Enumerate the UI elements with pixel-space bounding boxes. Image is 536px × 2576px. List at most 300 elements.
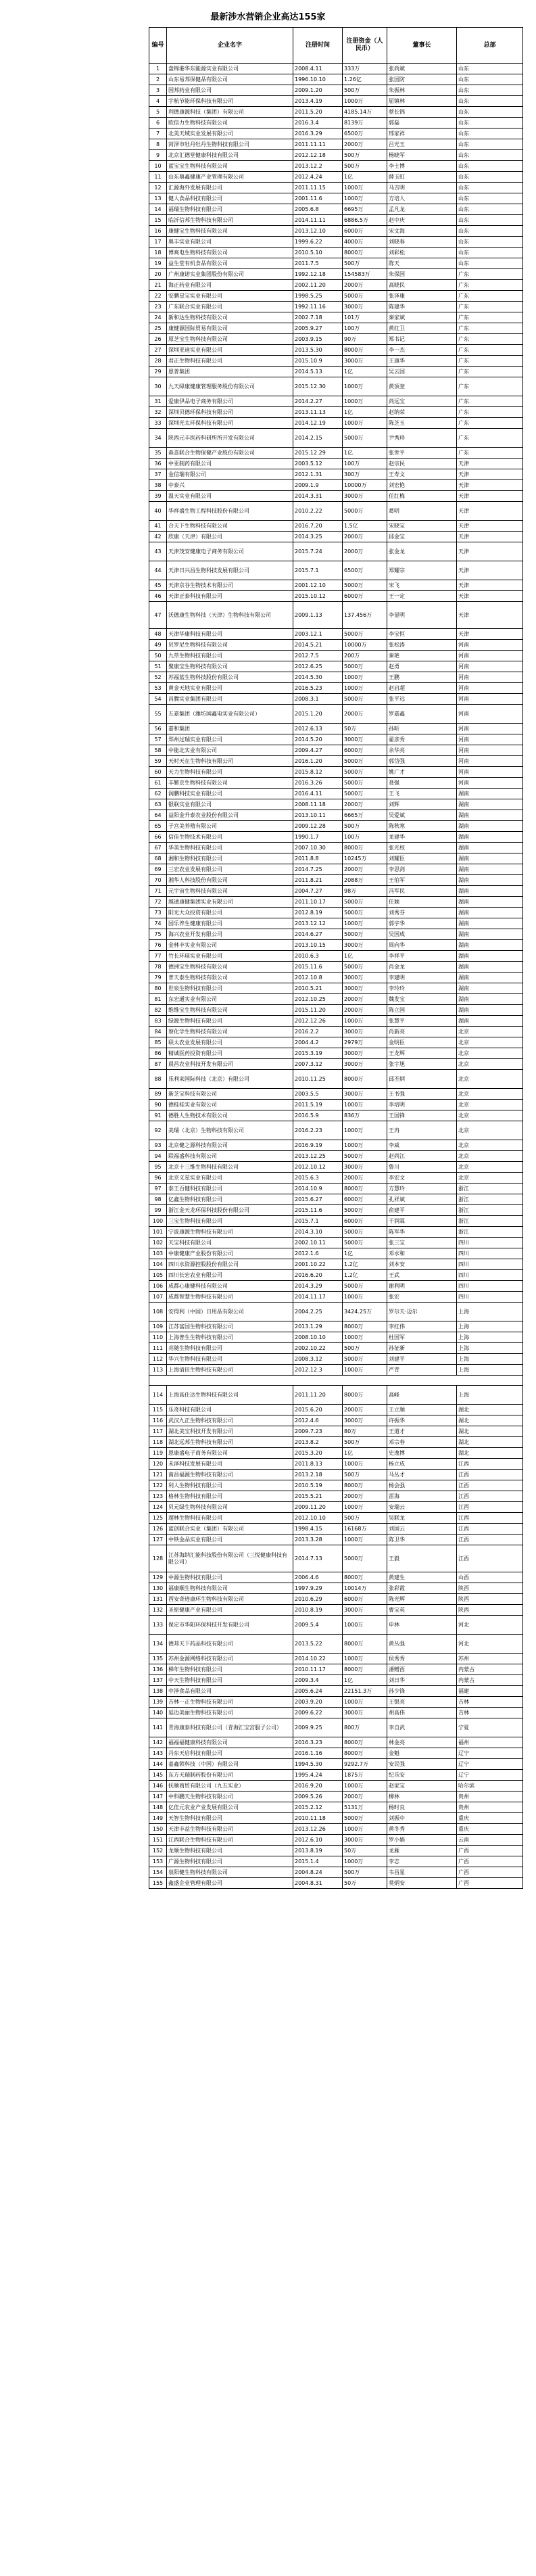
table-row <box>149 258 523 269</box>
table-row <box>149 843 523 853</box>
cell-number: 40 <box>149 502 167 521</box>
cell-number: 48 <box>149 629 167 640</box>
cell-number: 150 <box>149 1824 167 1835</box>
cell-chairman: 赵勇 <box>387 661 457 672</box>
cell-registration-date: 2007.3.12 <box>293 1059 343 1070</box>
cell-headquarters: 浙江 <box>457 1205 523 1216</box>
cell-registered-capital: 1000万 <box>343 1781 387 1792</box>
cell-registration-date: 2010.8.19 <box>293 1605 343 1616</box>
cell-chairman: 谢利明 <box>387 1281 457 1292</box>
cell-company-name: 福福福健康科技有限公司 <box>167 1737 293 1748</box>
cell-registered-capital: 1000万 <box>343 1365 387 1376</box>
cell-number: 4 <box>149 96 167 107</box>
cell-registered-capital: 2000万 <box>343 705 387 724</box>
cell-registration-date: 1996.10.10 <box>293 74 343 85</box>
table-row <box>149 661 523 672</box>
cell-registered-capital: 6000万 <box>343 1194 387 1205</box>
cell-company-name: 恩康盛电子商务有限公司 <box>167 1448 293 1459</box>
table-row <box>149 367 523 377</box>
cell-company-name: 天时天在生物科技有限公司 <box>167 756 293 767</box>
cell-number: 42 <box>149 532 167 542</box>
cell-chairman: 陈秋寒 <box>387 821 457 832</box>
table-row <box>149 1343 523 1354</box>
cell-registration-date: 2013.10.15 <box>293 940 343 951</box>
cell-registered-capital: 2000万 <box>343 1173 387 1184</box>
cell-number: 154 <box>149 1867 167 1878</box>
cell-registered-capital: 100万 <box>343 459 387 469</box>
cell-chairman: 葛明 <box>387 502 457 521</box>
cell-company-name: 健人食品科技有限公司 <box>167 193 293 204</box>
table-row <box>149 407 523 418</box>
cell-registered-capital: 3000万 <box>343 1027 387 1037</box>
table-row <box>149 1059 523 1070</box>
cell-number: 44 <box>149 561 167 580</box>
cell-registered-capital: 5000万 <box>343 502 387 521</box>
cell-number: 13 <box>149 193 167 204</box>
cell-registration-date: 2012.10.8 <box>293 973 343 983</box>
table-row <box>149 1759 523 1770</box>
cell-registered-capital: 1000万 <box>343 1535 387 1545</box>
table-row <box>149 280 523 291</box>
cell-chairman: 刘辉 <box>387 799 457 810</box>
cell-chairman: 侯秀秀 <box>387 1654 457 1664</box>
cell-registered-capital: 4185.14万 <box>343 107 387 118</box>
table-row <box>149 994 523 1005</box>
cell-number: 155 <box>149 1878 167 1889</box>
cell-company-name: 天宝科技有限公司 <box>167 1238 293 1248</box>
cell-chairman: 杨会强 <box>387 1480 457 1491</box>
cell-registered-capital: 5000万 <box>343 1813 387 1824</box>
header-number: 编号 <box>149 28 167 64</box>
cell-number: 11 <box>149 172 167 183</box>
cell-company-name: 福康顺生物科技有限公司 <box>167 1583 293 1594</box>
cell-registration-date: 1998.4.15 <box>293 1524 343 1535</box>
cell-headquarters: 山东 <box>457 248 523 258</box>
cell-company-name: 禾泽科技发展有限公司 <box>167 1459 293 1470</box>
table-row <box>149 1005 523 1016</box>
cell-headquarters: 河南 <box>457 661 523 672</box>
cell-chairman: 张宇旭 <box>387 1059 457 1070</box>
cell-chairman: 方培人 <box>387 193 457 204</box>
cell-registered-capital: 2000万 <box>343 1005 387 1016</box>
cell-headquarters: 浙江 <box>457 1184 523 1194</box>
cell-registration-date: 2015.11.6 <box>293 1205 343 1216</box>
cell-number: 6 <box>149 118 167 128</box>
table-row <box>149 542 523 561</box>
table-row <box>149 1654 523 1664</box>
cell-registered-capital: 8000万 <box>343 1321 387 1332</box>
cell-headquarters: 广西 <box>457 1846 523 1856</box>
cell-number: 96 <box>149 1173 167 1184</box>
table-row <box>149 237 523 248</box>
cell-registered-capital: 5000万 <box>343 580 387 591</box>
cell-company-name: 康健源国际贸易有限公司 <box>167 323 293 334</box>
table-row <box>149 810 523 821</box>
cell-company-name: 西安奇迹康环生物科技有限公司 <box>167 1594 293 1605</box>
table-row <box>149 724 523 734</box>
cell-company-name: 天津茂安健康电子商务有限公司 <box>167 542 293 561</box>
table-row <box>149 1616 523 1635</box>
cell-registration-date: 2015.12.29 <box>293 448 343 459</box>
cell-chairman: 肖新亮 <box>387 1027 457 1037</box>
table-row <box>149 377 523 396</box>
table-row <box>149 1027 523 1037</box>
cell-company-name: 圣原健康产业有限公司 <box>167 1605 293 1616</box>
cell-registered-capital: 3000万 <box>343 1089 387 1100</box>
table-row <box>149 502 523 521</box>
cell-registration-date: 2001.12.10 <box>293 580 343 591</box>
table-row <box>149 96 523 107</box>
cell-registered-capital: 1亿 <box>343 1675 387 1686</box>
cell-registration-date: 2012.4.6 <box>293 1415 343 1426</box>
cell-registration-date: 2015.12.30 <box>293 377 343 396</box>
cell-chairman: 郑书记 <box>387 334 457 345</box>
table-row <box>149 1792 523 1802</box>
cell-chairman: 张世平 <box>387 448 457 459</box>
cell-registration-date: 2013.1.29 <box>293 1321 343 1332</box>
cell-number: 104 <box>149 1259 167 1270</box>
cell-registration-date: 2011.5.20 <box>293 107 343 118</box>
cell-company-name: 浙江金天龙环保科技股份有限公司 <box>167 1205 293 1216</box>
cell-registered-capital: 10245万 <box>343 853 387 864</box>
cell-number: 125 <box>149 1513 167 1524</box>
cell-company-name: 福瑞生物科技有限公司 <box>167 204 293 215</box>
cell-headquarters: 四川 <box>457 1248 523 1259</box>
table-row <box>149 1513 523 1524</box>
cell-company-name: 嘉和集团 <box>167 724 293 734</box>
cell-headquarters: 河南 <box>457 734 523 745</box>
cell-company-name: 中铁金品实业有限公司 <box>167 1535 293 1545</box>
cell-registered-capital: 500万 <box>343 1470 387 1480</box>
cell-registered-capital: 5000万 <box>343 661 387 672</box>
cell-registration-date: 2010.5.10 <box>293 248 343 258</box>
cell-number: 97 <box>149 1184 167 1194</box>
cell-headquarters: 陕西 <box>457 1583 523 1594</box>
cell-registered-capital: 100万 <box>343 832 387 843</box>
cell-registered-capital: 5000万 <box>343 767 387 778</box>
cell-headquarters: 北京 <box>457 1140 523 1151</box>
cell-company-name: 龙顺生物科技有限公司 <box>167 1846 293 1856</box>
cell-registration-date: 2010.2.22 <box>293 502 343 521</box>
cell-chairman: 张松涛 <box>387 640 457 651</box>
cell-number: 109 <box>149 1321 167 1332</box>
cell-headquarters: 河南 <box>457 683 523 694</box>
cell-chairman: 冯军民 <box>387 886 457 897</box>
cell-company-name: 汇源海外发展有限公司 <box>167 183 293 193</box>
cell-company-name: 宁波康源生物科技有限公司 <box>167 1227 293 1238</box>
cell-number: 20 <box>149 269 167 280</box>
table-row <box>149 1748 523 1759</box>
cell-headquarters: 天津 <box>457 532 523 542</box>
cell-registration-date: 2016.4.11 <box>293 789 343 799</box>
cell-number: 134 <box>149 1635 167 1654</box>
table-row <box>149 1686 523 1697</box>
cell-chairman: 方慧玲 <box>387 1184 457 1194</box>
table-row <box>149 1281 523 1292</box>
cell-registration-date: 2013.3.28 <box>293 1535 343 1545</box>
cell-chairman: 邱金宝 <box>387 532 457 542</box>
cell-number: 54 <box>149 694 167 705</box>
cell-company-name: 山东鼎鑫健康产业管理有限公司 <box>167 172 293 183</box>
cell-chairman: 张国防 <box>387 74 457 85</box>
table-row <box>149 580 523 591</box>
table-row <box>149 672 523 683</box>
table-row <box>149 1386 523 1405</box>
cell-company-name: 天智生物科技有限公司 <box>167 1813 293 1824</box>
cell-chairman: 刘振中 <box>387 1813 457 1824</box>
cell-registered-capital: 2979万 <box>343 1037 387 1048</box>
table-row <box>149 532 523 542</box>
cell-registration-date: 1994.5.30 <box>293 1759 343 1770</box>
cell-company-name: 江苏富国生物科技有限公司 <box>167 1321 293 1332</box>
cell-registered-capital: 5000万 <box>343 1281 387 1292</box>
cell-chairman: 王道才 <box>387 1426 457 1437</box>
cell-registered-capital: 10014万 <box>343 1583 387 1594</box>
cell-company-name: 安鹏星宝实业有限公司 <box>167 291 293 302</box>
cell-registration-date: 1992.11.16 <box>293 302 343 312</box>
cell-number: 88 <box>149 1070 167 1089</box>
cell-registered-capital: 2000万 <box>343 864 387 875</box>
cell-company-name: 盘锦港华东能源实业有限公司 <box>167 64 293 74</box>
cell-registration-date: 2010.11.18 <box>293 1813 343 1824</box>
cell-registered-capital: 1000万 <box>343 396 387 407</box>
cell-registered-capital: 5000万 <box>343 629 387 640</box>
cell-company-name: 德洲宝生物科技有限公司 <box>167 962 293 973</box>
table-row <box>149 85 523 96</box>
cell-number: 56 <box>149 724 167 734</box>
table-row <box>149 356 523 367</box>
cell-registration-date: 2016.3.26 <box>293 778 343 789</box>
cell-company-name: 博爽电生物科技有限公司 <box>167 248 293 258</box>
cell-company-name: 北京十三维生物科技有限公司 <box>167 1162 293 1173</box>
cell-chairman: 鲁川 <box>387 1162 457 1173</box>
cell-company-name: 北京义星实业有限公司 <box>167 1173 293 1184</box>
cell-chairman: 孙昕 <box>387 724 457 734</box>
cell-headquarters: 天津 <box>457 542 523 561</box>
cell-headquarters: 河南 <box>457 672 523 683</box>
cell-chairman: 宋文海 <box>387 226 457 237</box>
cell-headquarters: 广西 <box>457 1867 523 1878</box>
cell-registration-date: 2002.11.20 <box>293 280 343 291</box>
table-row <box>149 1813 523 1824</box>
cell-company-name: 普天泰生物科技有限公司 <box>167 973 293 983</box>
cell-registered-capital: 3000万 <box>343 983 387 994</box>
cell-chairman: 张彩霞 <box>387 1583 457 1594</box>
cell-chairman: 杨时良 <box>387 1802 457 1813</box>
cell-registered-capital: 8139万 <box>343 118 387 128</box>
table-row <box>149 1303 523 1321</box>
cell-company-name: 泰王百健科技有限公司 <box>167 1184 293 1194</box>
cell-company-name: 宇航节能环保科技有限公司 <box>167 96 293 107</box>
cell-registration-date: 2001.11.6 <box>293 193 343 204</box>
cell-company-name: 爱康伊品电子商务有限公司 <box>167 396 293 407</box>
cell-number: 117 <box>149 1426 167 1437</box>
table-row <box>149 1259 523 1270</box>
cell-headquarters: 天津 <box>457 561 523 580</box>
cell-registered-capital: 6665万 <box>343 810 387 821</box>
cell-headquarters: 贵州 <box>457 1802 523 1813</box>
table-row <box>149 1878 523 1889</box>
cell-company-name: 金林丰实业有限公司 <box>167 940 293 951</box>
cell-chairman: 郑耀宗 <box>387 561 457 580</box>
cell-headquarters: 上海 <box>457 1303 523 1321</box>
cell-chairman: 姚广才 <box>387 767 457 778</box>
cell-headquarters: 天津 <box>457 491 523 502</box>
cell-registration-date: 2011.8.13 <box>293 1459 343 1470</box>
cell-chairman: 刘耀臣 <box>387 853 457 864</box>
table-row <box>149 1194 523 1205</box>
cell-registration-date: 2014.11.17 <box>293 1292 343 1303</box>
table-row <box>149 694 523 705</box>
cell-registered-capital: 1.5亿 <box>343 521 387 532</box>
cell-headquarters: 陕西 <box>457 1594 523 1605</box>
cell-chairman: 王飞 <box>387 789 457 799</box>
cell-chairman: 魏发宝 <box>387 994 457 1005</box>
table-row <box>149 875 523 886</box>
cell-number: 51 <box>149 661 167 672</box>
cell-headquarters: 天津 <box>457 580 523 591</box>
cell-chairman: 余华亮 <box>387 745 457 756</box>
table-row <box>149 1664 523 1675</box>
cell-number: 122 <box>149 1480 167 1491</box>
cell-registration-date: 2016.3.4 <box>293 118 343 128</box>
cell-headquarters: 河南 <box>457 745 523 756</box>
table-row <box>149 312 523 323</box>
cell-registered-capital: 1000万 <box>343 1459 387 1470</box>
cell-number: 144 <box>149 1759 167 1770</box>
cell-registration-date: 2014.5.21 <box>293 640 343 651</box>
cell-company-name: 湖北美宝科技开发有限公司 <box>167 1426 293 1437</box>
cell-registration-date: 2015.3.20 <box>293 1448 343 1459</box>
cell-number: 90 <box>149 1100 167 1110</box>
cell-registered-capital: 1000万 <box>343 918 387 929</box>
cell-company-name: 北美天域实业发展有限公司 <box>167 128 293 139</box>
cell-registration-date: 2014.3.10 <box>293 1227 343 1238</box>
cell-registration-date: 2001.10.22 <box>293 1259 343 1270</box>
cell-registered-capital: 10000万 <box>343 640 387 651</box>
cell-chairman: 纪乐安 <box>387 1770 457 1781</box>
cell-registered-capital: 8000万 <box>343 1572 387 1583</box>
cell-number: 128 <box>149 1545 167 1572</box>
cell-chairman: 李建明 <box>387 973 457 983</box>
table-row <box>149 778 523 789</box>
cell-company-name: 天力生物科技有限公司 <box>167 767 293 778</box>
cell-registered-capital: 3000万 <box>343 973 387 983</box>
cell-chairman: 黄丛强 <box>387 1635 457 1654</box>
cell-chairman: 李培明 <box>387 1100 457 1110</box>
table-row <box>149 940 523 951</box>
cell-registered-capital: 1000万 <box>343 1697 387 1708</box>
cell-headquarters: 广东 <box>457 396 523 407</box>
cell-registration-date: 2015.5.21 <box>293 1491 343 1502</box>
cell-company-name: 丰繁京生物科技有限公司 <box>167 778 293 789</box>
cell-registration-date: 2004.2.25 <box>293 1303 343 1321</box>
cell-number: 89 <box>149 1089 167 1100</box>
cell-headquarters: 湖南 <box>457 897 523 908</box>
cell-chairman: 吴爱斌 <box>387 810 457 821</box>
table-row <box>149 1802 523 1813</box>
cell-headquarters: 广东 <box>457 302 523 312</box>
cell-number: 49 <box>149 640 167 651</box>
cell-chairman: 李威 <box>387 1140 457 1151</box>
cell-chairman: 任红梅 <box>387 491 457 502</box>
cell-chairman: 李宏文 <box>387 1173 457 1184</box>
cell-registration-date: 2014.5.13 <box>293 367 343 377</box>
cell-chairman: 严青 <box>387 1365 457 1376</box>
cell-registered-capital: 8000万 <box>343 248 387 258</box>
cell-registered-capital: 8000万 <box>343 1184 387 1194</box>
cell-chairman: 王国锋 <box>387 1110 457 1121</box>
cell-registration-date: 2009.7.23 <box>293 1426 343 1437</box>
cell-headquarters: 江西 <box>457 1524 523 1535</box>
cell-headquarters: 湖南 <box>457 908 523 918</box>
cell-registered-capital: 2000万 <box>343 139 387 150</box>
table-row <box>149 1227 523 1238</box>
cell-headquarters: 山东 <box>457 204 523 215</box>
cell-company-name: 蔡化学生物科技有限公司 <box>167 1027 293 1037</box>
table-row <box>149 1270 523 1281</box>
cell-company-name: 菏泽市牡丹牡丹生物科技有限公司 <box>167 139 293 150</box>
cell-company-name: 安得利（中国）日用品有限公司 <box>167 1303 293 1321</box>
cell-headquarters: 重庆 <box>457 1824 523 1835</box>
cell-registered-capital: 1.2亿 <box>343 1259 387 1270</box>
table-row <box>149 396 523 407</box>
table-row <box>149 1151 523 1162</box>
cell-number: 66 <box>149 832 167 843</box>
cell-chairman: 尹秀珍 <box>387 429 457 448</box>
table-row <box>149 897 523 908</box>
table-row <box>149 215 523 226</box>
cell-registration-date: 2016.5.23 <box>293 683 343 694</box>
cell-chairman: 刘国云 <box>387 1524 457 1535</box>
cell-chairman: 俞建平 <box>387 1205 457 1216</box>
cell-company-name: 聚康宝生物科技有限公司 <box>167 661 293 672</box>
cell-headquarters: 广东 <box>457 312 523 323</box>
cell-registered-capital: 6000万 <box>343 226 387 237</box>
cell-headquarters: 北京 <box>457 1070 523 1089</box>
cell-chairman: 郭宇华 <box>387 918 457 929</box>
cell-registration-date: 2016.5.9 <box>293 1110 343 1121</box>
cell-number: 123 <box>149 1491 167 1502</box>
cell-company-name: 亿佳元农业产业发展有限公司 <box>167 1802 293 1813</box>
cell-number: 47 <box>149 602 167 629</box>
cell-chairman: 李宝恒 <box>387 629 457 640</box>
cell-chairman: 刘秀芬 <box>387 908 457 918</box>
cell-registration-date: 1999.6.22 <box>293 237 343 248</box>
cell-number: 136 <box>149 1664 167 1675</box>
cell-registration-date: 2016.1.16 <box>293 1748 343 1759</box>
cell-registration-date: 2014.2.27 <box>293 396 343 407</box>
table-row <box>149 1037 523 1048</box>
cell-registration-date: 2009.6.22 <box>293 1708 343 1718</box>
cell-chairman: 李玲玲 <box>387 983 457 994</box>
cell-company-name: 华祥盛生物工程科技股份有限公司 <box>167 502 293 521</box>
cell-company-name: 联太农业发展有限公司 <box>167 1037 293 1048</box>
cell-registered-capital: 3000万 <box>343 940 387 951</box>
cell-company-name: 新和达生物科技有限公司 <box>167 312 293 323</box>
cell-headquarters: 江西 <box>457 1502 523 1513</box>
cell-number: 3 <box>149 85 167 96</box>
cell-company-name: 北京健之源科技有限公司 <box>167 1140 293 1151</box>
cell-chairman: 杜国军 <box>387 1332 457 1343</box>
cell-chairman: 聂强 <box>387 778 457 789</box>
cell-company-name: 湖北远邦生物科技有限公司 <box>167 1437 293 1448</box>
table-row <box>149 973 523 983</box>
cell-registered-capital: 5000万 <box>343 929 387 940</box>
cell-registration-date: 2012.12.26 <box>293 1016 343 1027</box>
cell-headquarters: 上海 <box>457 1365 523 1376</box>
table-row <box>149 1292 523 1303</box>
